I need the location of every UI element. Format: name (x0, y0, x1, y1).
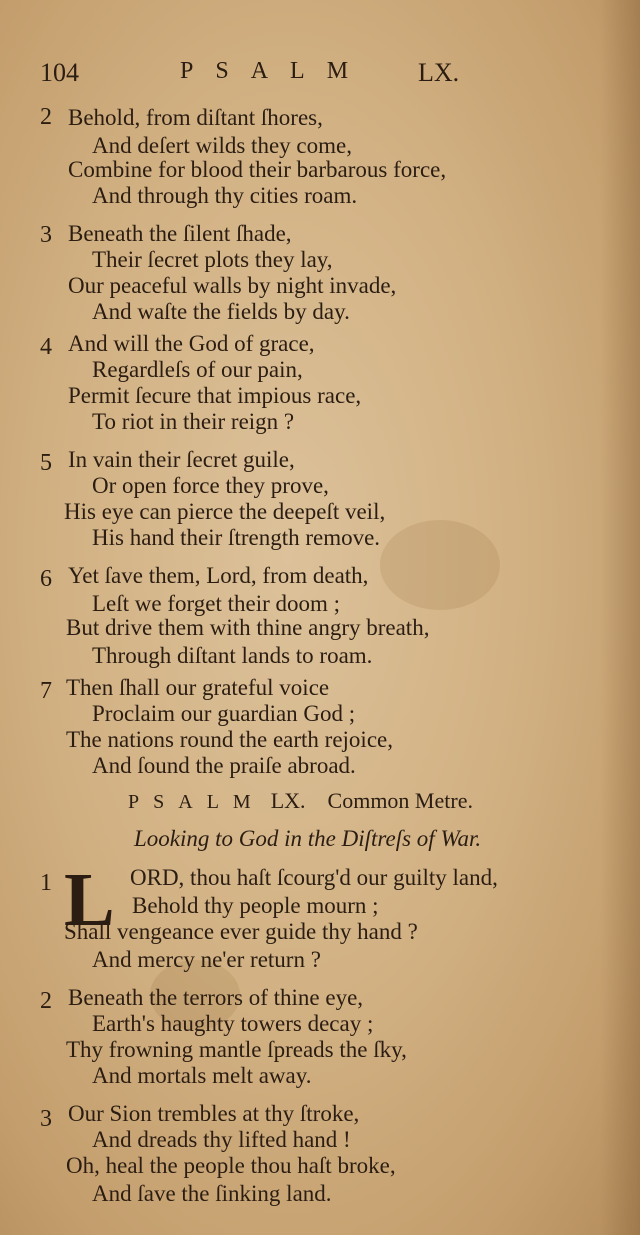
verse-line: Combine for blood their barbarous force, (68, 157, 447, 182)
verse-line: But drive them with thine angry breath, (66, 615, 430, 640)
running-head: PSALM (180, 58, 371, 84)
verse-line: Oh, heal the people thou haſt broke, (66, 1153, 396, 1178)
verse-line: And dreads thy lifted hand ! (92, 1127, 351, 1152)
verse-line: Behold thy people mourn ; (132, 893, 379, 918)
verse-line: Shall vengeance ever guide thy hand ? (64, 919, 418, 944)
verse-line: And through thy cities roam. (92, 183, 358, 208)
drop-cap: L (64, 858, 115, 942)
verse-line: Our peaceful walls by night invade, (68, 273, 397, 298)
verse-line: Leſt we forget their doom ; (92, 591, 341, 616)
verse-line: And will the God of grace, (68, 331, 315, 356)
verse-line: Permit ſecure that impious race, (68, 383, 362, 408)
verse-line: To riot in their reign ? (92, 409, 295, 434)
verse-line: Through diſtant lands to roam. (92, 643, 373, 668)
verse-line: And mortals melt away. (92, 1063, 312, 1088)
stanza-number: 7 (40, 678, 52, 704)
verse-line: In vain their ſecret guile, (68, 447, 295, 472)
verse-line: Beneath the ſilent ſhade, (68, 221, 292, 246)
verse-line: Then ſhall our grateful voice (66, 675, 330, 700)
section-metre: Common Metre. (327, 788, 473, 813)
verse-line: Yet ſave them, Lord, from death, (68, 563, 369, 588)
verse-line: Proclaim our guardian God ; (92, 701, 356, 726)
verse-line: And deſert wilds they come, (92, 133, 352, 158)
verse-line: The nations round the earth rejoice, (66, 727, 393, 752)
verse-line: Thy frowning mantle ſpreads the ſky, (66, 1037, 407, 1062)
stanza-number: 2 (40, 104, 52, 130)
stanza-number: 2 (40, 988, 52, 1014)
stanza-number: 1 (40, 870, 52, 896)
stanza-number: 4 (40, 334, 52, 360)
verse-line: And ſave the ſinking land. (92, 1181, 332, 1206)
verse-line: His hand their ſtrength remove. (92, 525, 381, 550)
verse-line: ORD, thou haſt ſcourg'd our guilty land, (130, 865, 498, 890)
stanza-number: 3 (40, 1106, 52, 1132)
verse-line: Beneath the terrors of thine eye, (68, 985, 364, 1010)
page-edge-shadow (600, 0, 640, 1235)
section-subtitle: Looking to God in the Diſtreſs of War. (134, 826, 482, 851)
verse-line: And waſte the fields by day. (92, 299, 350, 324)
verse-line: Their ſecret plots they lay, (92, 247, 333, 272)
verse-line: His eye can pierce the deepeſt veil, (64, 499, 386, 524)
verse-line: Behold, from diſtant ſhores, (68, 105, 323, 130)
stanza-number: 5 (40, 450, 52, 476)
verse-line: Earth's haughty towers decay ; (92, 1011, 374, 1036)
section-psalm-label: PSALM (128, 791, 265, 813)
page-number: 104 (40, 58, 79, 87)
verse-line: Our Sion trembles at thy ſtroke, (68, 1101, 360, 1126)
foxing-stain (380, 520, 500, 610)
verse-line: And mercy ne'er return ? (92, 947, 321, 972)
stanza-number: 6 (40, 566, 52, 592)
stanza-number: 3 (40, 222, 52, 248)
verse-line: And ſound the praiſe abroad. (92, 753, 356, 778)
section-title (128, 788, 473, 814)
page-header (40, 58, 600, 94)
section-psalm-number: LX. (270, 788, 306, 813)
verse-line: Regardleſs of our pain, (92, 357, 303, 382)
running-psalm-number: LX. (418, 58, 460, 87)
verse-line: Or open force they prove, (92, 473, 329, 498)
